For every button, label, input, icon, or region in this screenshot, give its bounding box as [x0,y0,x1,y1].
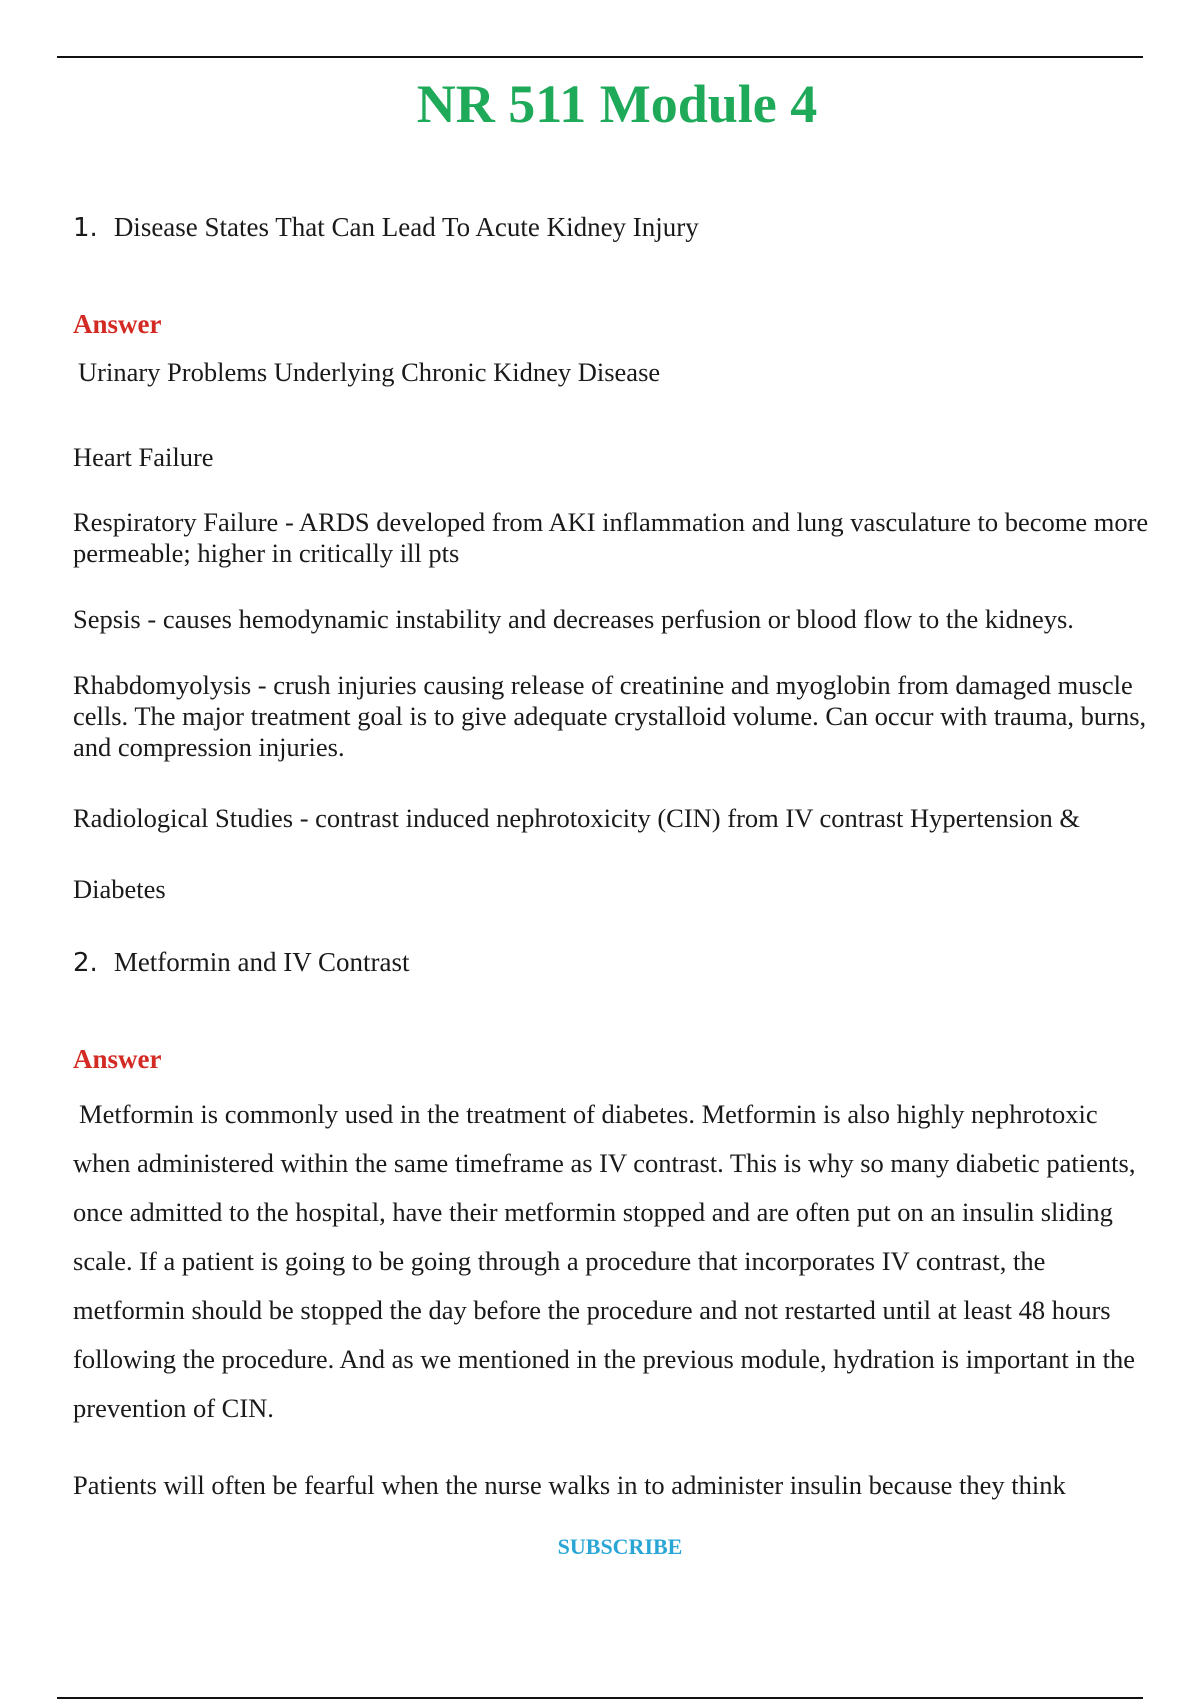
top-divider [57,56,1143,58]
bottom-divider [57,1697,1143,1699]
question-number: 2. [73,948,98,978]
answer-paragraph: Respiratory Failure - ARDS developed from AKI inflammation and lung vasculature to become more permeable; higher in critically ill pts [73,507,1149,568]
answer-label: Answer [73,1044,162,1074]
answer-paragraph: Radiological Studies - contrast induced nephrotoxicity (CIN) from IV contrast Hypertension & [73,803,1081,833]
answer-paragraph: Heart Failure [73,442,214,472]
question-1 [73,211,699,244]
question-2 [73,946,410,979]
question-text: Disease States That Can Lead To Acute Kidney Injury [113,212,699,242]
answer-paragraph: Metformin is commonly used in the treatment of diabetes. Metformin is also highly nephrotoxic when administered within the same timeframe as IV contrast. This is why so many diabetic patients, once admitted to the hospital, have their metformin stopped and are often put on an insulin sliding scale. If a patient is going to be going through a procedure that incorporates IV contrast, the metformin should be stopped the day before the procedure and not restarted until at least 48 hours following the procedure. And as we mentioned in the previous module, hydration is important in the prevention of CIN. [73,1099,1136,1423]
answer-paragraph: Urinary Problems Underlying Chronic Kidney Disease [78,357,661,387]
answer-label: Answer [73,309,162,339]
answer-body [73,1090,1148,1433]
question-text: Metformin and IV Contrast [113,947,410,977]
answer-paragraph: Patients will often be fearful when the nurse walks in to administer insulin because they think [73,1470,1066,1500]
answer-paragraph: Diabetes [73,874,166,904]
question-number: 1. [73,213,98,243]
answer-paragraph: Rhabdomyolysis - crush injuries causing release of creatinine and myoglobin from damaged muscle cells. The major treatment goal is to give adequate crystalloid volume. Can occur with trauma, burns, and compression injuries. [73,670,1147,762]
answer-paragraph: Sepsis - causes hemodynamic instability and decreases perfusion or blood flow to the kidneys. [73,604,1074,634]
document-title: NR 511 Module 4 [416,74,818,134]
subscribe-link[interactable]: SUBSCRIBE [557,1534,683,1559]
